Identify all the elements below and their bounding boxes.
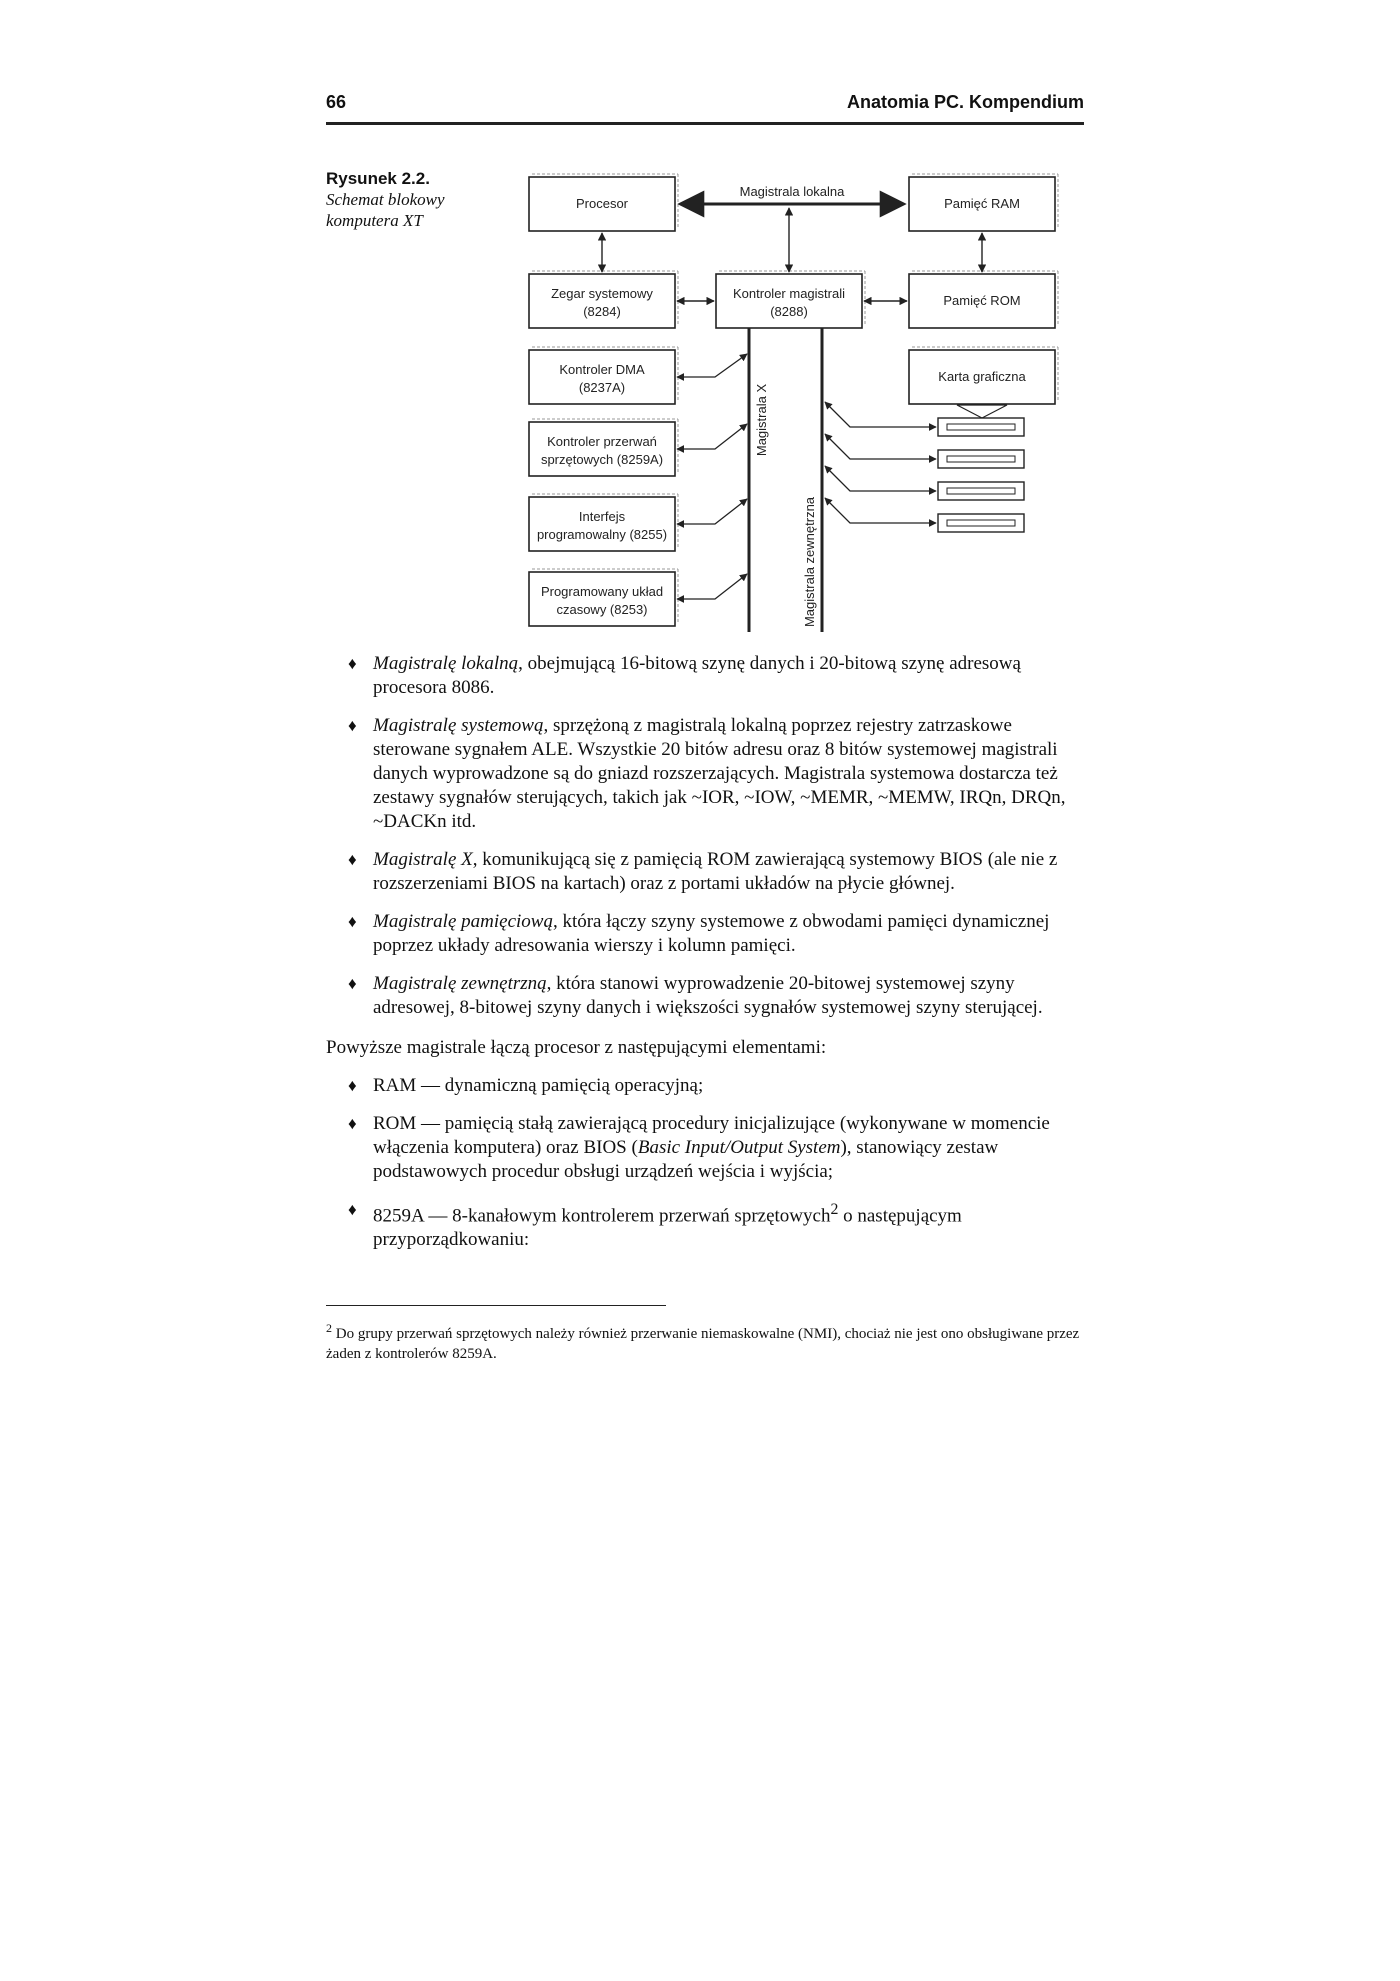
figure-caption	[326, 168, 476, 231]
box-przerwan	[529, 419, 678, 476]
svg-text:czasowy (8253)	[556, 602, 647, 617]
svg-text:sprzętowych (8259A)	[541, 452, 663, 467]
box-kontroler-magistrali-line1: Kontroler magistrali	[733, 286, 845, 301]
footnote-text: Do grupy przerwań sprzętowych należy również przerwanie niemaskowalne (NMI), chociaż nie jest ono obsługiwane przez żaden z kontrolerów 8259A.	[326, 1326, 1080, 1362]
box-ram	[909, 174, 1058, 231]
box-uklad-czasowy	[529, 569, 678, 626]
figure-caption-text: Schemat blokowy komputera XT	[326, 190, 445, 230]
box-interfejs-line1: Interfejs	[578, 509, 626, 524]
box-karta-line1: Karta graficzna	[938, 369, 1026, 384]
box-uklad-line2: czasowy (8253)	[556, 602, 648, 617]
figure-label: Rysunek 2.2.	[326, 169, 430, 188]
bullet-diamond-icon: ♦	[348, 1114, 357, 1133]
svg-text:Zegar systemowy	[551, 286, 653, 301]
bullet-diamond-icon: ♦	[348, 1076, 357, 1095]
intro-paragraph: Powyższe magistrale łączą procesor z następującymi elementami:	[326, 1037, 827, 1058]
page-number: 66	[326, 92, 347, 112]
box-zegar	[529, 271, 678, 328]
xt-block-diagram	[520, 162, 1060, 638]
svg-text:Kontroler przerwań	[547, 434, 657, 449]
svg-text:(8237A)	[579, 380, 625, 395]
list-item: ♦ RAM — dynamiczną pamięcią operacyjną;	[348, 1075, 704, 1096]
box-kontroler-magistrali	[716, 271, 865, 328]
footnote-number: 2	[326, 1321, 332, 1335]
list-item: ♦ Magistralę zewnętrzną, która stanowi wyprowadzenie 20-bitowej systemowej szyny adresowej, 8-bitowej szyny danych i większości sygnałów systemowej szyny sterującej.	[348, 973, 1043, 1018]
bullet-diamond-icon: ♦	[348, 974, 357, 993]
box-procesor-line1: Procesor	[575, 196, 629, 211]
svg-text:(8284)	[583, 304, 621, 319]
bullet-diamond-icon: ♦	[348, 716, 357, 735]
running-title: Anatomia PC. Kompendium	[846, 92, 1084, 112]
bullet-diamond-icon: ♦	[348, 1200, 357, 1219]
list-item: ♦ Magistralę lokalną, obejmującą 16-bitową szynę danych i 20-bitową szynę adresową procesora 8086.	[348, 653, 1021, 698]
svg-text:Pamięć ROM	[943, 293, 1020, 308]
svg-text:Interfejs	[579, 509, 626, 524]
svg-text:Procesor	[576, 196, 629, 211]
box-uklad-line1: Programowany układ	[540, 584, 664, 599]
svg-text:programowalny (8255)	[537, 527, 667, 542]
box-karta-graficzna	[909, 347, 1058, 404]
box-przerwan-line2: sprzętowych (8259A)	[540, 452, 664, 467]
box-rom-line1: Pamięć ROM	[943, 293, 1021, 308]
expansion-slots	[938, 405, 1024, 532]
footnote-rule	[326, 1305, 666, 1306]
bullet-diamond-icon: ♦	[348, 654, 357, 673]
footnote-ref[interactable]: 2	[830, 1201, 839, 1218]
box-zegar-line2: (8284)	[583, 304, 621, 319]
svg-text:Pamięć RAM	[944, 196, 1020, 211]
external-bus-label: Magistrala zewnętrzna	[802, 496, 817, 628]
local-bus	[680, 184, 904, 204]
box-dma	[529, 347, 678, 404]
box-rom	[909, 271, 1058, 328]
svg-text:Kontroler magistrali	[733, 286, 845, 301]
x-bus-label: Magistrala X	[754, 383, 769, 457]
box-dma-line2: (8237A)	[578, 380, 626, 395]
bullet-diamond-icon: ♦	[348, 850, 357, 869]
svg-text:Karta graficzna	[938, 369, 1026, 384]
list-item: ♦ ROM — pamięcią stałą zawierającą procedury inicjalizujące (wykonywane w momencie włączenia komputera) oraz BIOS (Basic Input/Output System), stanowiący zestaw podstawowych procedur obsługi urządzeń wejścia i wyjścia;	[348, 1113, 1050, 1182]
box-dma-line1: Kontroler DMA	[559, 362, 645, 377]
external-bus-links	[825, 402, 936, 523]
local-bus-label: Magistrala lokalna	[739, 184, 845, 199]
list-item: ♦ Magistralę pamięciową, która łączy szyny systemowe z obwodami pamięci dynamicznej poprzez układy adresowania wierszy i kolumn pamięci.	[348, 911, 1050, 956]
element-list	[326, 1074, 1084, 1252]
box-przerwan-line1: Kontroler przerwań	[547, 434, 657, 449]
box-interfejs-line2: programowalny (8255)	[536, 527, 668, 542]
box-zegar-line1: Zegar systemowy	[551, 286, 653, 301]
list-item: ♦ Magistralę X, komunikującą się z pamięcią ROM zawierającą systemowy BIOS (ale nie z rozszerzeniami BIOS na kartach) oraz z portami układów na płycie głównej.	[348, 849, 1058, 894]
footnote	[326, 1318, 1084, 1364]
box-procesor	[529, 174, 678, 231]
svg-text:Kontroler DMA	[559, 362, 645, 377]
bullet-diamond-icon: ♦	[348, 912, 357, 931]
box-interfejs	[529, 494, 678, 551]
bus-list	[326, 652, 1084, 1020]
svg-text:Programowany układ	[541, 584, 663, 599]
body-text	[326, 652, 1084, 1266]
list-item: ♦ 8259A — 8-kanałowym kontrolerem przerwań sprzętowych$^2$ o następującym przyporządkowaniu:	[348, 1200, 962, 1251]
box-kontroler-magistrali-line2: (8288)	[770, 304, 808, 319]
external-bus	[802, 328, 822, 632]
x-bus	[749, 328, 769, 632]
box-ram-line1: Pamięć RAM	[944, 196, 1020, 211]
x-bus-links	[677, 354, 747, 599]
svg-text:(8288)	[770, 304, 808, 319]
running-header	[326, 92, 1084, 125]
list-item: ♦ Magistralę systemową, sprzężoną z magistralą lokalną poprzez rejestry zatrzaskowe sterowane sygnałem ALE. Wszystkie 20 bitów adresu oraz 8 bitów systemowej magistrali danych wyprowadzone są do gniazd rozszerzających. Magistrala systemowa dostarcza też zestawy sygnałów sterujących, takich jak ~IOR, ~IOW, ~MEMR, ~MEMW, IRQn, DRQn, ~DACKn itd.	[348, 715, 1066, 832]
